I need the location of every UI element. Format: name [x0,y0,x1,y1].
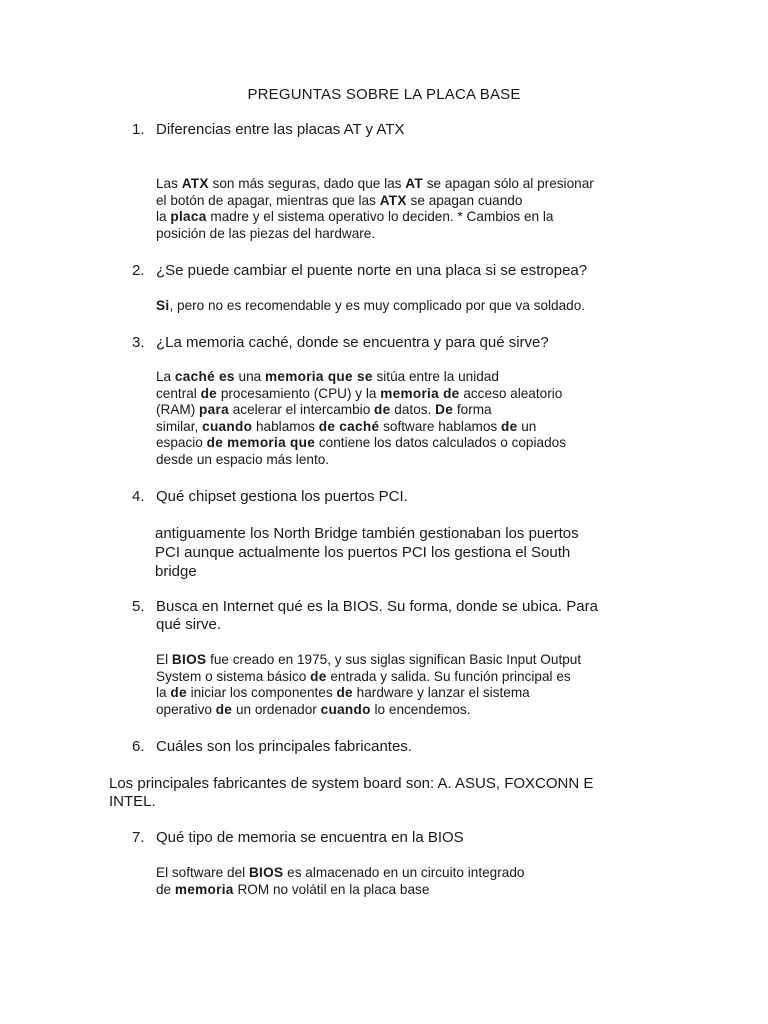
answer-6 [109,775,669,811]
answer-3 [156,369,666,469]
answer-line: posición de las piezas del hardware. [156,225,376,241]
question-7 [132,829,672,847]
question-3 [132,334,672,352]
answer-line: de memoria ROM no volátil en la placa base [156,881,430,897]
answer-line: el botón de apagar, mientras que las ATX se apagan cuando [156,192,523,208]
answer-4 [155,524,675,581]
answer-2 [156,298,666,315]
answer-line: System o sistema básico de entrada y salida. Su función principal es [156,668,571,684]
page-title: PREGUNTAS SOBRE LA PLACA BASE [247,86,521,103]
answer-line: PCI aunque actualmente los puertos PCI los gestiona el South [155,544,571,561]
answer-7 [156,865,666,898]
question-number: 5. [132,598,145,615]
answer-line: (RAM) para acelerar el intercambio de datos. De forma [156,402,492,418]
answer-line: central de procesamiento (CPU) y la memoria de acceso aleatorio [156,385,563,401]
answer-line: Las ATX son más seguras, dado que las AT se apagan sólo al presionar [156,176,594,191]
answer-line: Los principales fabricantes de system board son: A. ASUS, FOXCONN E [109,775,594,792]
answer-line: El BIOS fue creado en 1975, y sus siglas significan Basic Input Output [156,652,582,667]
answer-line: El software del BIOS es almacenado en un circuito integrado [156,865,525,880]
question-number: 4. [132,488,145,505]
question-number: 1. [132,121,145,138]
question-5 [132,598,672,634]
question-number: 6. [132,738,145,755]
question-text: Cuáles son los principales fabricantes. [156,738,412,755]
question-text: Diferencias entre las placas AT y ATX [156,121,405,138]
answer-line: similar, cuando hablamos de caché software hablamos de un [156,418,537,434]
answer-line: la placa madre y el sistema operativo lo deciden. * Cambios en la [156,209,554,225]
answer-line: desde un espacio más lento. [156,451,330,467]
answer-line: la de iniciar los componentes de hardware y lanzar el sistema [156,685,530,701]
answer-line: La caché es una memoria que se sitúa entre la unidad [156,369,499,384]
answer-line: antiguamente los North Bridge también gestionaban los puertos [155,525,579,542]
question-text: ¿La memoria caché, donde se encuentra y para qué sirve? [156,334,549,351]
question-text: Qué tipo de memoria se encuentra en la BIOS [156,829,464,846]
question-1 [132,121,672,139]
answer-line: INTEL. [109,793,156,810]
question-text-line: Busca en Internet qué es la BIOS. Su forma, donde se ubica. Para [156,598,598,615]
answer-1 [156,176,666,242]
question-text-line: qué sirve. [156,616,222,633]
answer-line: espacio de memoria que contiene los datos calculados o copiados [156,435,566,451]
question-4 [132,488,672,506]
question-text: ¿Se puede cambiar el puente norte en una placa si se estropea? [156,262,588,279]
question-text: Qué chipset gestiona los puertos PCI. [156,488,408,505]
question-number: 3. [132,334,145,351]
answer-line: operativo de un ordenador cuando lo encendemos. [156,701,471,717]
question-number: 7. [132,829,145,846]
answer-5 [156,652,666,718]
answer-line: bridge [155,563,197,580]
question-6 [132,738,672,756]
question-2 [132,262,672,280]
answer-line: Si, pero no es recomendable y es muy complicado por que va soldado. [156,298,586,313]
question-number: 2. [132,262,145,279]
